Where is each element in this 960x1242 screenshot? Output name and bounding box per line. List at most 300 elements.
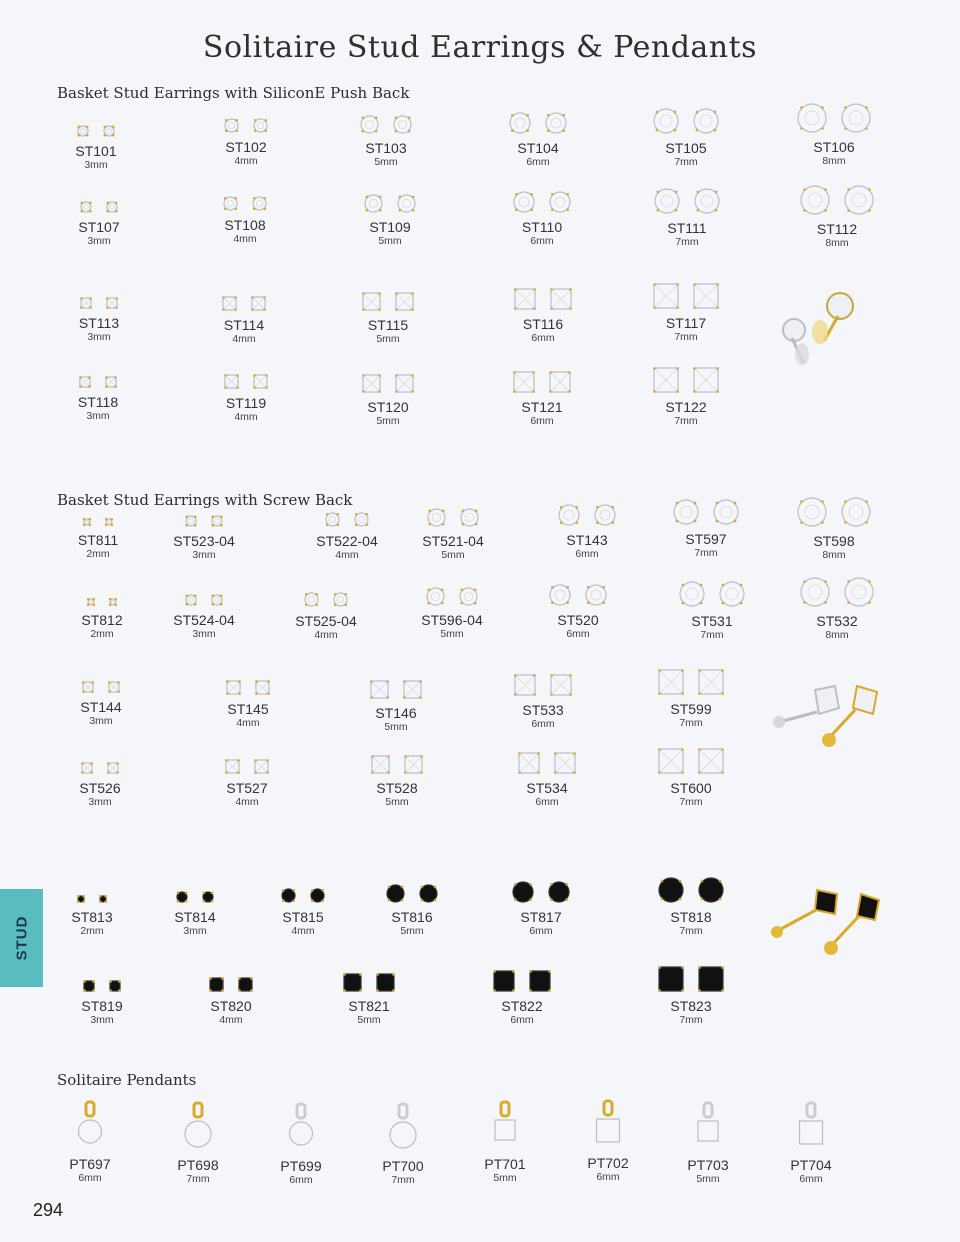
product-code: ST531 bbox=[691, 613, 733, 629]
round-stone-icon bbox=[83, 518, 91, 526]
earring-pair-image bbox=[31, 659, 171, 693]
product-size: 5mm bbox=[376, 415, 400, 427]
earring-pair-image bbox=[342, 869, 482, 903]
product-item bbox=[28, 354, 168, 423]
square-stone-icon bbox=[550, 674, 572, 696]
product-item bbox=[764, 99, 904, 168]
product-size: 6mm bbox=[596, 1171, 620, 1183]
square-stone-icon bbox=[225, 759, 240, 774]
product-code: ST600 bbox=[670, 780, 712, 796]
product-code: ST117 bbox=[665, 315, 707, 331]
product-code: ST532 bbox=[816, 613, 858, 629]
product-code: ST120 bbox=[367, 399, 409, 415]
square-stone-icon bbox=[403, 680, 422, 699]
product-size: 6mm bbox=[510, 1014, 534, 1026]
product-code: ST819 bbox=[81, 998, 123, 1014]
square-stone-icon bbox=[550, 288, 572, 310]
round-stone-icon bbox=[713, 499, 739, 525]
square-stone-icon bbox=[108, 681, 120, 693]
pendant-icon bbox=[791, 1101, 831, 1151]
product-item bbox=[764, 493, 904, 562]
product-item bbox=[473, 276, 613, 345]
product-size: 4mm bbox=[233, 233, 257, 245]
pendant-icon bbox=[70, 1100, 110, 1150]
category-side-tab bbox=[0, 889, 43, 987]
product-code: ST812 bbox=[81, 612, 123, 628]
product-code: ST526 bbox=[79, 780, 121, 796]
pendant-image bbox=[450, 1098, 560, 1150]
round-stone-icon bbox=[202, 891, 214, 903]
product-size: 4mm bbox=[291, 925, 315, 937]
product-size: 4mm bbox=[335, 549, 359, 561]
square-stone-icon bbox=[107, 762, 119, 774]
square-stone-icon bbox=[404, 755, 423, 774]
product-code: ST105 bbox=[665, 140, 707, 156]
product-code: ST814 bbox=[174, 909, 216, 925]
product-size: 2mm bbox=[86, 548, 110, 560]
product-item bbox=[29, 179, 169, 248]
product-item bbox=[616, 275, 756, 344]
round-stone-icon bbox=[397, 194, 416, 213]
earring-pair-image bbox=[472, 359, 612, 393]
product-size: 3mm bbox=[183, 925, 207, 937]
product-item bbox=[472, 179, 612, 248]
product-code: PT702 bbox=[587, 1155, 629, 1171]
product-size: 7mm bbox=[186, 1173, 210, 1185]
square-stone-icon bbox=[513, 371, 535, 393]
earring-pair-image bbox=[767, 181, 907, 215]
square-stone-icon bbox=[80, 297, 92, 309]
round-stone-icon bbox=[797, 103, 827, 133]
product-code: ST817 bbox=[520, 909, 562, 925]
square-stone-icon bbox=[254, 759, 269, 774]
square-stone-icon bbox=[209, 977, 224, 992]
product-item bbox=[621, 869, 761, 938]
round-stone-icon bbox=[653, 108, 679, 134]
square-stone-icon bbox=[493, 970, 515, 992]
silicone-back-earring-photo bbox=[768, 286, 868, 376]
earring-pair-image bbox=[29, 179, 169, 213]
square-stone-icon bbox=[549, 371, 571, 393]
section-heading-silicone: Basket Stud Earrings with SiliconE Push Back bbox=[57, 84, 410, 102]
square-stone-icon bbox=[83, 980, 95, 992]
page-number: 294 bbox=[33, 1200, 64, 1220]
product-item bbox=[174, 277, 314, 346]
round-stone-icon bbox=[105, 518, 113, 526]
product-size: 4mm bbox=[234, 155, 258, 167]
product-item bbox=[327, 740, 467, 809]
product-item bbox=[318, 277, 458, 346]
earring-pair-image bbox=[636, 491, 776, 525]
product-item bbox=[473, 662, 613, 731]
product-size: 6mm bbox=[289, 1174, 313, 1186]
product-code: ST822 bbox=[501, 998, 543, 1014]
square-stone-icon bbox=[395, 374, 414, 393]
round-stone-icon bbox=[800, 185, 830, 215]
square-stone-icon bbox=[658, 966, 684, 992]
square-stone-icon bbox=[226, 680, 241, 695]
earring-pair-image bbox=[161, 958, 301, 992]
product-item bbox=[177, 740, 317, 809]
round-stone-icon bbox=[224, 118, 239, 133]
square-stone-icon bbox=[224, 374, 239, 389]
earring-pair-image bbox=[318, 359, 458, 393]
earring-pair-image bbox=[617, 180, 757, 214]
square-stone-icon bbox=[698, 669, 724, 695]
section-heading-screw: Basket Stud Earrings with Screw Back bbox=[57, 491, 353, 509]
product-item bbox=[508, 572, 648, 641]
square-stone-icon bbox=[653, 367, 679, 393]
product-item bbox=[316, 100, 456, 169]
round-stone-icon bbox=[509, 112, 531, 134]
round-stone-icon bbox=[185, 515, 197, 527]
round-stone-icon bbox=[426, 587, 445, 606]
section-heading-pendants: Solitaire Pendants bbox=[57, 1071, 197, 1089]
round-stone-icon bbox=[459, 587, 478, 606]
earring-pair-image bbox=[616, 275, 756, 309]
product-item bbox=[299, 958, 439, 1027]
product-code: PT697 bbox=[69, 1156, 111, 1172]
pendant-icon bbox=[688, 1101, 728, 1151]
round-stone-icon bbox=[841, 497, 871, 527]
earring-pair-image bbox=[508, 572, 648, 606]
product-code: ST821 bbox=[348, 998, 390, 1014]
product-size: 5mm bbox=[357, 1014, 381, 1026]
earring-pair-image bbox=[642, 573, 782, 607]
product-size: 7mm bbox=[675, 236, 699, 248]
round-stone-icon bbox=[513, 191, 535, 213]
square-stone-icon bbox=[255, 680, 270, 695]
square-stone-icon bbox=[653, 283, 679, 309]
product-size: 3mm bbox=[87, 235, 111, 247]
earring-pair-image bbox=[383, 493, 523, 527]
square-stone-icon bbox=[82, 681, 94, 693]
earring-pair-image bbox=[468, 100, 608, 134]
product-size: 3mm bbox=[90, 1014, 114, 1026]
product-code: ST104 bbox=[517, 140, 559, 156]
round-stone-icon bbox=[354, 512, 369, 527]
square-stone-icon bbox=[518, 752, 540, 774]
product-code: ST118 bbox=[77, 394, 119, 410]
round-stone-icon bbox=[841, 103, 871, 133]
product-size: 6mm bbox=[531, 332, 555, 344]
product-code: ST596-04 bbox=[421, 612, 483, 628]
square-stone-icon bbox=[529, 970, 551, 992]
product-size: 6mm bbox=[535, 796, 559, 808]
product-code: PT701 bbox=[484, 1156, 526, 1172]
earring-pair-image bbox=[318, 277, 458, 311]
round-stone-icon bbox=[460, 508, 479, 527]
round-stone-icon bbox=[800, 577, 830, 607]
pendant-image bbox=[553, 1097, 663, 1149]
product-item bbox=[176, 355, 316, 424]
product-code: ST144 bbox=[80, 699, 122, 715]
product-code: ST815 bbox=[282, 909, 324, 925]
pendant-item bbox=[553, 1097, 663, 1184]
product-item bbox=[472, 359, 612, 428]
product-code: ST103 bbox=[365, 140, 407, 156]
product-item bbox=[452, 958, 592, 1027]
product-size: 5mm bbox=[493, 1172, 517, 1184]
round-stone-icon bbox=[694, 188, 720, 214]
product-size: 4mm bbox=[219, 1014, 243, 1026]
round-stone-icon bbox=[310, 888, 325, 903]
product-size: 5mm bbox=[400, 925, 424, 937]
pendant-image bbox=[143, 1099, 253, 1151]
product-code: ST107 bbox=[78, 219, 120, 235]
product-item bbox=[621, 661, 761, 730]
square-stone-icon bbox=[376, 973, 395, 992]
round-stone-icon bbox=[512, 881, 534, 903]
product-item bbox=[383, 493, 523, 562]
product-item bbox=[256, 573, 396, 642]
product-code: ST524-04 bbox=[173, 612, 235, 628]
square-stone-icon bbox=[251, 296, 266, 311]
product-size: 8mm bbox=[822, 549, 846, 561]
square-stone-icon bbox=[514, 288, 536, 310]
earring-pair-image bbox=[176, 99, 316, 133]
round-stone-icon bbox=[545, 112, 567, 134]
side-tab-label: STUD bbox=[13, 915, 30, 961]
earring-pair-image bbox=[316, 100, 456, 134]
product-size: 7mm bbox=[679, 796, 703, 808]
earring-pair-image bbox=[174, 277, 314, 311]
round-stone-icon bbox=[558, 504, 580, 526]
round-stone-icon bbox=[87, 598, 95, 606]
product-size: 3mm bbox=[87, 331, 111, 343]
earring-pair-image bbox=[616, 359, 756, 393]
product-size: 7mm bbox=[700, 629, 724, 641]
product-size: 5mm bbox=[378, 235, 402, 247]
square-stone-icon bbox=[693, 367, 719, 393]
screw-back-earring-photo bbox=[765, 678, 885, 753]
product-code: ST119 bbox=[225, 395, 267, 411]
square-stone-icon bbox=[370, 680, 389, 699]
pendant-item bbox=[246, 1100, 356, 1187]
product-code: ST528 bbox=[376, 780, 418, 796]
product-code: ST523-04 bbox=[173, 533, 235, 549]
round-stone-icon bbox=[364, 194, 383, 213]
earring-pair-image bbox=[30, 740, 170, 774]
round-stone-icon bbox=[103, 125, 115, 137]
product-code: PT698 bbox=[177, 1157, 219, 1173]
pendant-icon bbox=[588, 1099, 628, 1149]
product-item bbox=[617, 180, 757, 249]
round-stone-icon bbox=[698, 877, 724, 903]
pendant-icon bbox=[281, 1102, 321, 1152]
pendant-image bbox=[348, 1100, 458, 1152]
round-stone-icon bbox=[99, 895, 107, 903]
product-size: 7mm bbox=[679, 1014, 703, 1026]
earring-pair-image bbox=[176, 355, 316, 389]
square-stone-icon bbox=[395, 292, 414, 311]
product-size: 6mm bbox=[575, 548, 599, 560]
product-item bbox=[318, 359, 458, 428]
earring-pair-image bbox=[175, 177, 315, 211]
square-stone-icon bbox=[362, 292, 381, 311]
square-stone-icon bbox=[253, 374, 268, 389]
round-stone-icon bbox=[252, 196, 267, 211]
product-item bbox=[326, 665, 466, 734]
earring-pair-image bbox=[472, 179, 612, 213]
round-stone-icon bbox=[719, 581, 745, 607]
product-code: ST816 bbox=[391, 909, 433, 925]
square-stone-icon bbox=[343, 973, 362, 992]
round-stone-icon bbox=[427, 508, 446, 527]
earring-pair-image bbox=[134, 493, 274, 527]
round-stone-icon bbox=[658, 877, 684, 903]
round-stone-icon bbox=[654, 188, 680, 214]
round-stone-icon bbox=[176, 891, 188, 903]
pendant-item bbox=[348, 1100, 458, 1187]
product-size: 3mm bbox=[89, 715, 113, 727]
product-item bbox=[32, 958, 172, 1027]
product-code: ST522-04 bbox=[316, 533, 378, 549]
product-code: ST114 bbox=[223, 317, 265, 333]
product-size: 2mm bbox=[80, 925, 104, 937]
product-code: ST116 bbox=[522, 316, 564, 332]
round-stone-icon bbox=[333, 592, 348, 607]
round-stone-icon bbox=[844, 185, 874, 215]
product-code: ST102 bbox=[225, 139, 267, 155]
product-size: 7mm bbox=[391, 1174, 415, 1186]
pendant-item bbox=[653, 1099, 763, 1186]
product-size: 6mm bbox=[799, 1173, 823, 1185]
product-size: 6mm bbox=[531, 718, 555, 730]
product-code: ST121 bbox=[521, 399, 563, 415]
product-size: 5mm bbox=[440, 628, 464, 640]
round-stone-icon bbox=[77, 125, 89, 137]
round-stone-icon bbox=[325, 512, 340, 527]
earring-pair-image bbox=[473, 276, 613, 310]
product-item bbox=[621, 740, 761, 809]
earring-pair-image bbox=[767, 573, 907, 607]
round-stone-icon bbox=[109, 598, 117, 606]
earring-pair-image bbox=[452, 958, 592, 992]
pendant-image bbox=[246, 1100, 356, 1152]
product-code: ST101 bbox=[75, 143, 117, 159]
earring-pair-image bbox=[471, 869, 611, 903]
product-item bbox=[767, 181, 907, 250]
earring-pair-image bbox=[177, 740, 317, 774]
product-size: 4mm bbox=[235, 796, 259, 808]
product-item bbox=[178, 661, 318, 730]
square-stone-icon bbox=[362, 374, 381, 393]
product-code: ST534 bbox=[526, 780, 568, 796]
round-stone-icon bbox=[673, 499, 699, 525]
round-stone-icon bbox=[106, 201, 118, 213]
product-code: ST110 bbox=[521, 219, 563, 235]
square-stone-icon bbox=[658, 748, 684, 774]
pendant-image bbox=[653, 1099, 763, 1151]
pendant-icon bbox=[485, 1100, 525, 1150]
product-code: ST109 bbox=[369, 219, 411, 235]
product-size: 3mm bbox=[192, 628, 216, 640]
round-stone-icon bbox=[223, 196, 238, 211]
product-code: ST818 bbox=[670, 909, 712, 925]
product-item bbox=[175, 177, 315, 246]
earring-pair-image bbox=[621, 661, 761, 695]
product-size: 7mm bbox=[674, 331, 698, 343]
round-stone-icon bbox=[594, 504, 616, 526]
earring-pair-image bbox=[326, 665, 466, 699]
product-item bbox=[29, 275, 169, 344]
round-stone-icon bbox=[360, 115, 379, 134]
earring-pair-image bbox=[28, 354, 168, 388]
product-item bbox=[636, 491, 776, 560]
earring-pair-image bbox=[382, 572, 522, 606]
square-stone-icon bbox=[81, 762, 93, 774]
product-code: ST533 bbox=[522, 702, 564, 718]
product-item bbox=[621, 958, 761, 1027]
round-stone-icon bbox=[211, 594, 223, 606]
pendant-image bbox=[35, 1098, 145, 1150]
product-item bbox=[26, 103, 166, 172]
round-stone-icon bbox=[549, 191, 571, 213]
product-size: 5mm bbox=[384, 721, 408, 733]
square-stone-icon bbox=[554, 752, 576, 774]
product-code: ST527 bbox=[226, 780, 268, 796]
round-stone-icon bbox=[77, 895, 85, 903]
product-size: 6mm bbox=[529, 925, 553, 937]
product-code: ST122 bbox=[665, 399, 707, 415]
product-size: 6mm bbox=[530, 415, 554, 427]
product-code: ST520 bbox=[557, 612, 599, 628]
product-size: 7mm bbox=[679, 717, 703, 729]
earring-pair-image bbox=[764, 99, 904, 133]
pendant-item bbox=[756, 1099, 866, 1186]
product-code: ST599 bbox=[670, 701, 712, 717]
square-stone-icon bbox=[698, 966, 724, 992]
product-item bbox=[134, 493, 274, 562]
round-stone-icon bbox=[797, 497, 827, 527]
product-code: ST106 bbox=[813, 139, 855, 155]
product-item bbox=[342, 869, 482, 938]
round-stone-icon bbox=[393, 115, 412, 134]
pendant-item bbox=[143, 1099, 253, 1186]
product-size: 5mm bbox=[376, 333, 400, 345]
square-stone-icon bbox=[105, 376, 117, 388]
product-code: ST525-04 bbox=[295, 613, 357, 629]
earring-pair-image bbox=[178, 661, 318, 695]
pendant-image bbox=[756, 1099, 866, 1151]
product-size: 6mm bbox=[566, 628, 590, 640]
round-stone-icon bbox=[211, 515, 223, 527]
product-item bbox=[30, 740, 170, 809]
product-code: ST108 bbox=[224, 217, 266, 233]
product-item bbox=[161, 958, 301, 1027]
product-size: 7mm bbox=[679, 925, 703, 937]
product-size: 3mm bbox=[88, 796, 112, 808]
round-stone-icon bbox=[548, 881, 570, 903]
product-size: 8mm bbox=[825, 629, 849, 641]
product-item bbox=[616, 100, 756, 169]
round-stone-icon bbox=[304, 592, 319, 607]
round-stone-icon bbox=[386, 884, 405, 903]
product-size: 2mm bbox=[90, 628, 114, 640]
product-item bbox=[468, 100, 608, 169]
product-size: 5mm bbox=[374, 156, 398, 168]
product-size: 6mm bbox=[530, 235, 554, 247]
product-item bbox=[176, 99, 316, 168]
product-item bbox=[642, 573, 782, 642]
earring-pair-image bbox=[256, 573, 396, 607]
square-stone-icon bbox=[658, 669, 684, 695]
product-size: 8mm bbox=[825, 237, 849, 249]
product-item bbox=[477, 740, 617, 809]
round-stone-icon bbox=[80, 201, 92, 213]
product-code: ST115 bbox=[367, 317, 409, 333]
